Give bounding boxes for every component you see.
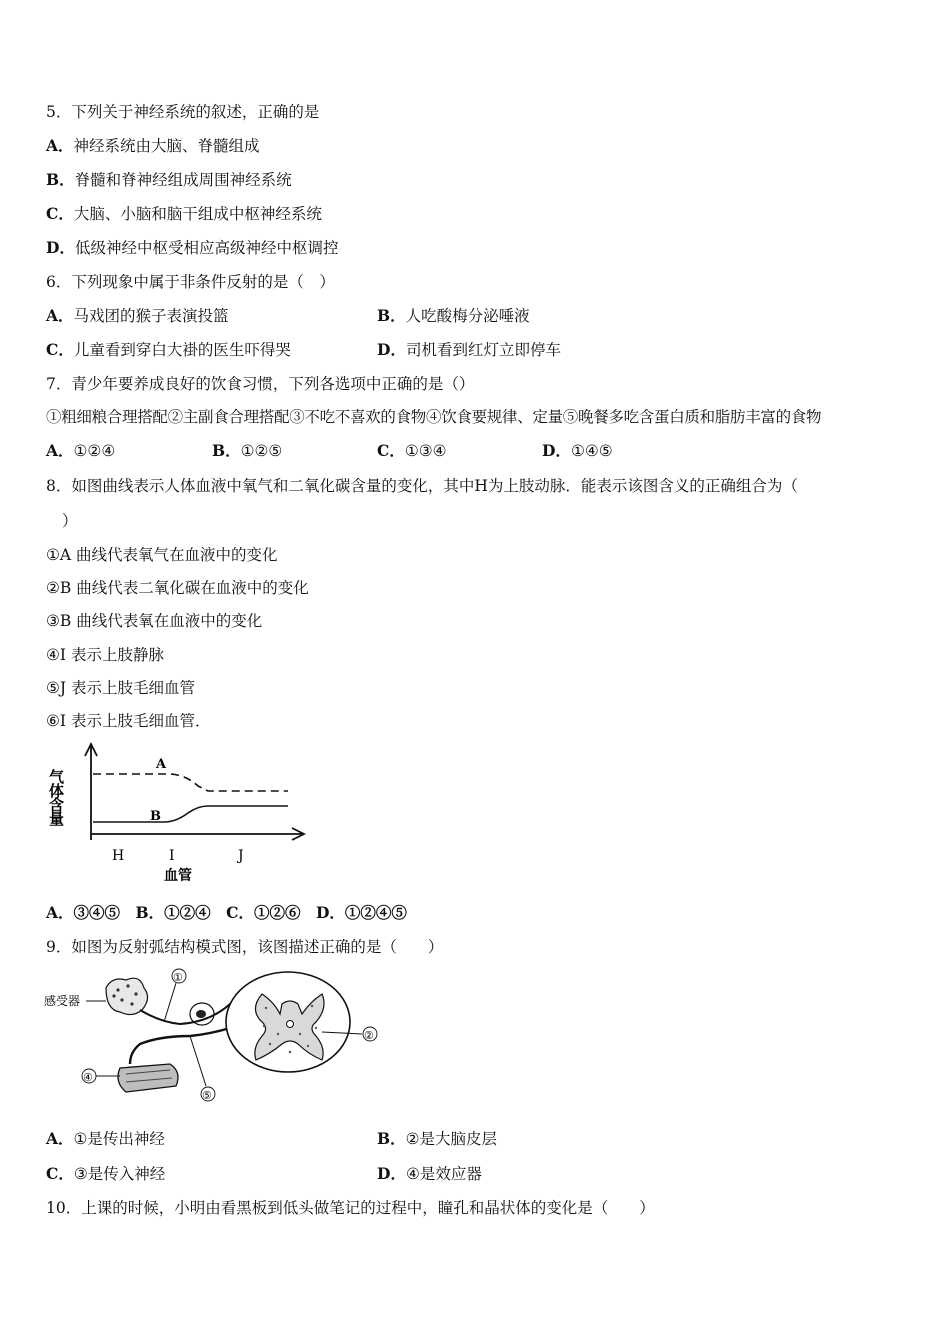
q7-stem: 7．青少年要养成良好的饮食习惯，下列各选项中正确的是（） bbox=[46, 375, 475, 393]
q6-stem: 6．下列现象中属于非条件反射的是（ ） bbox=[46, 273, 335, 291]
receptor-label: 感受器 bbox=[44, 994, 81, 1008]
x-tick-i: I bbox=[169, 848, 175, 864]
q6-option-c: C．儿童看到穿白大褂的医生吓得哭 bbox=[46, 340, 291, 359]
q9-stem: 9．如图为反射弧结构模式图，该图描述正确的是（ ） bbox=[46, 938, 444, 956]
chart-ylabel-3: 含 bbox=[49, 796, 65, 814]
curve-a-oxygen bbox=[93, 774, 288, 791]
q8-statement-2: ②B 曲线代表二氧化碳在血液中的变化 bbox=[46, 579, 309, 597]
q8-gas-content-chart bbox=[40, 738, 320, 888]
q8-statement-5: ⑤J 表示上肢毛细血管 bbox=[46, 679, 196, 697]
q6-option-a: A．马戏团的猴子表演投篮 bbox=[46, 306, 229, 325]
label-5: ⑤ bbox=[202, 1089, 212, 1102]
q10-stem: 10．上课的时候，小明由看黑板到低头做笔记的过程中，瞳孔和晶状体的变化是（ ） bbox=[46, 1199, 655, 1217]
q8-statement-3: ③B 曲线代表氧在血液中的变化 bbox=[46, 612, 263, 630]
q5-option-b: B．脊髓和脊神经组成周围神经系统 bbox=[46, 170, 292, 189]
q5-option-d: D．低级神经中枢受相应高级神经中枢调控 bbox=[46, 238, 339, 257]
receptor-skin-patch bbox=[106, 978, 148, 1014]
chart-xlabel: 血管 bbox=[164, 868, 192, 884]
q8-options: A．③④⑤ B．①②④ C．①②⑥ D．①②④⑤ bbox=[46, 903, 407, 922]
q8-statement-1: ①A 曲线代表氧气在血液中的变化 bbox=[46, 546, 278, 564]
label-4: ④ bbox=[83, 1071, 93, 1084]
q5-option-a: A．神经系统由大脑、脊髓组成 bbox=[46, 136, 260, 155]
curve-b-co2 bbox=[93, 806, 288, 822]
q6-option-b: B．人吃酸梅分泌唾液 bbox=[377, 306, 530, 325]
q7-option-b: B．①②⑤ bbox=[212, 441, 283, 460]
q5-option-c: C．大脑、小脑和脑干组成中枢神经系统 bbox=[46, 204, 322, 223]
q9-option-b: B．②是大脑皮层 bbox=[377, 1129, 498, 1148]
q8-stem: 8．如图曲线表示人体血液中氧气和二氧化碳含量的变化，其中H为上肢动脉．能表示该图含义的正确组合为（ bbox=[46, 477, 798, 495]
label-1: ① bbox=[173, 971, 183, 984]
chart-ylabel-1: 气 bbox=[49, 768, 65, 786]
q9-reflex-arc-diagram bbox=[40, 964, 390, 1114]
chart-ylabel-4: 量 bbox=[49, 810, 65, 828]
label-5-pointer bbox=[190, 1036, 206, 1086]
curve-a-label: A bbox=[156, 757, 167, 772]
q7-option-c: C．①③④ bbox=[377, 441, 447, 460]
q8-stem-cont: ） bbox=[62, 512, 78, 530]
curve-b-label: B bbox=[150, 809, 161, 824]
label-2: ② bbox=[364, 1029, 374, 1042]
x-tick-j: J bbox=[238, 848, 244, 864]
q7-statements: ①粗细粮合理搭配②主副食合理搭配③不吃不喜欢的食物④饮食要规律、定量⑤晚餐多吃含蛋白质和脂肪丰富的食物 bbox=[46, 408, 822, 426]
q8-statement-4: ④I 表示上肢静脉 bbox=[46, 646, 164, 664]
ganglion-body bbox=[196, 1010, 206, 1018]
chart-ylabel-2: 体 bbox=[49, 782, 65, 800]
q9-option-a: A．①是传出神经 bbox=[46, 1129, 165, 1148]
q6-option-d: D．司机看到红灯立即停车 bbox=[377, 340, 561, 359]
q7-option-d: D．①④⑤ bbox=[542, 441, 613, 460]
q5-stem: 5．下列关于神经系统的叙述，正确的是 bbox=[46, 103, 320, 121]
q8-statement-6: ⑥I 表示上肢毛细血管． bbox=[46, 712, 211, 730]
q7-option-a: A．①②④ bbox=[46, 441, 116, 460]
q9-option-d: D．④是效应器 bbox=[377, 1164, 482, 1183]
central-canal bbox=[287, 1021, 294, 1028]
label-1-pointer bbox=[164, 983, 176, 1022]
x-tick-h: H bbox=[112, 848, 125, 864]
q9-option-c: C．③是传入神经 bbox=[46, 1164, 166, 1183]
